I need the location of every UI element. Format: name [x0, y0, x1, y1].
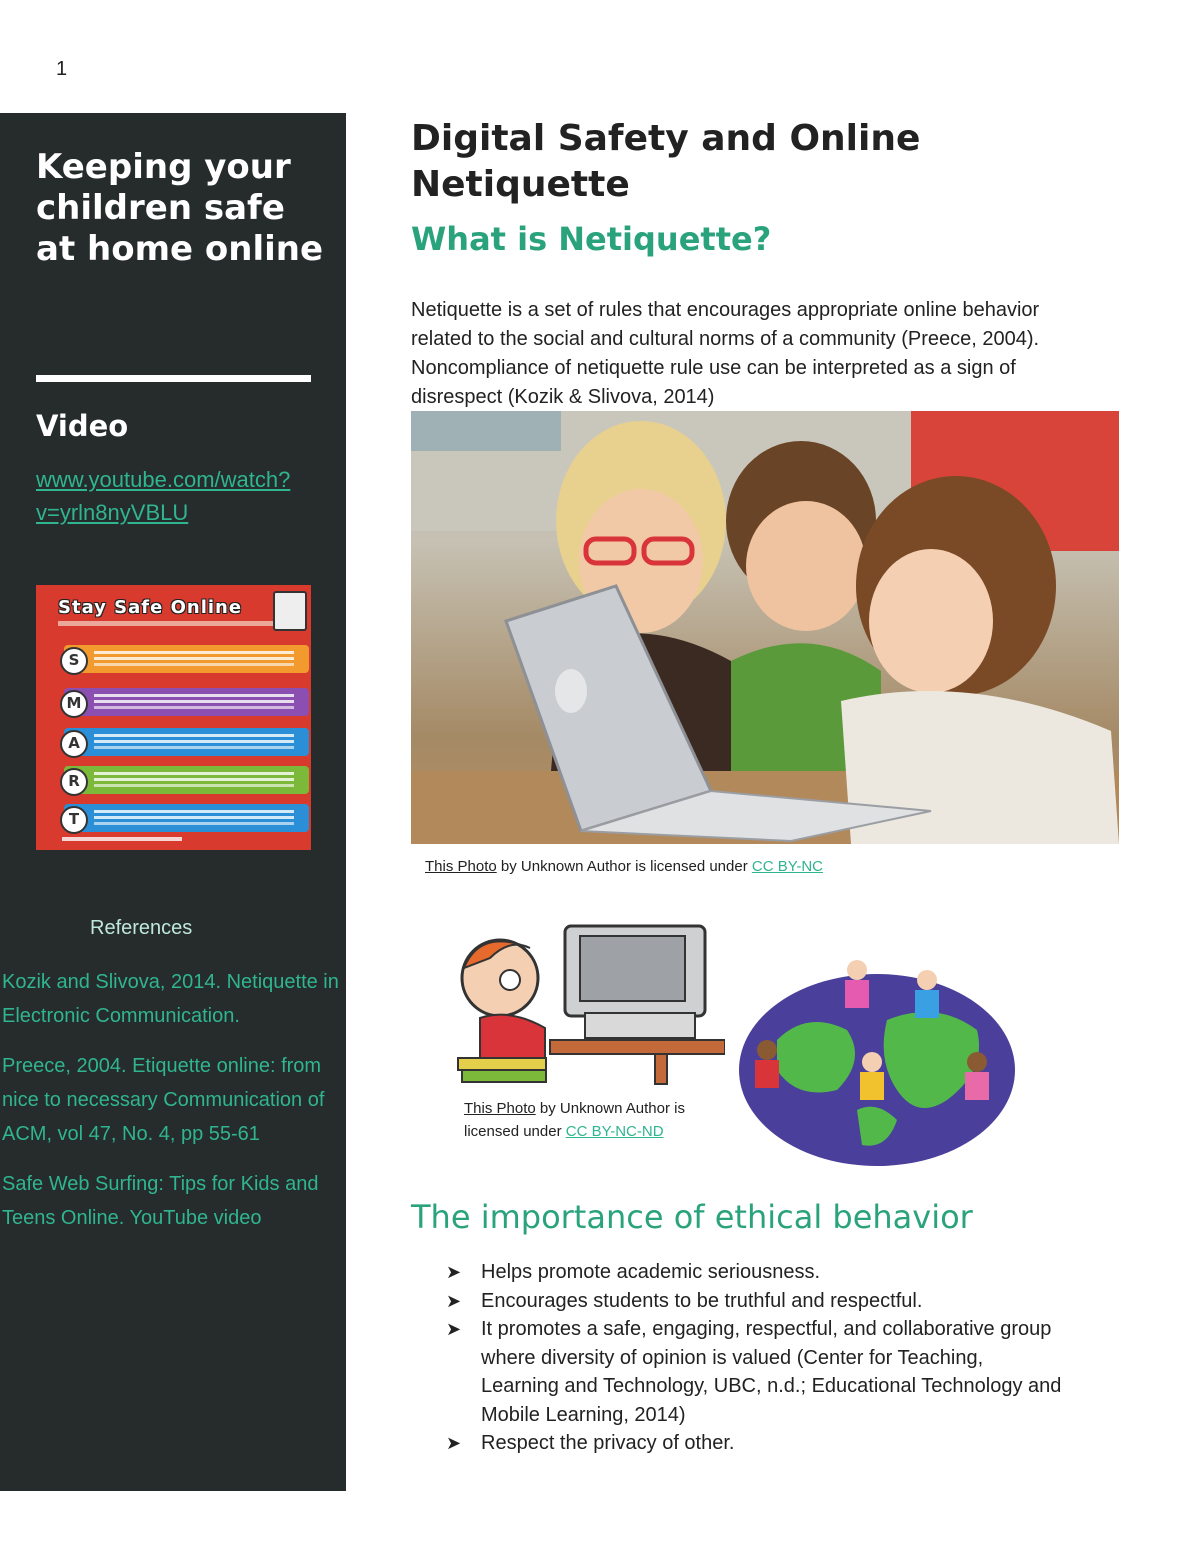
- list-item-text: It promotes a safe, engaging, respectful, and collaborative group where diversity of opinion is valued (Center for Teaching, Learning and Technology, UBC, n.d.; Educational Technology and Mobile Learning, 2014): [481, 1318, 1062, 1426]
- poster-letter: A: [60, 730, 88, 758]
- sidebar: [0, 113, 346, 1491]
- photo1-caption: [425, 858, 823, 875]
- ethics-bullet-list: [446, 1258, 1066, 1458]
- arrow-bullet-icon: ➤: [446, 1319, 462, 1339]
- references-heading: References: [90, 917, 193, 939]
- poster-row: [64, 728, 309, 756]
- list-item: [446, 1258, 1066, 1287]
- arrow-bullet-icon: ➤: [446, 1262, 462, 1282]
- intro-paragraph: Netiquette is a set of rules that encourages appropriate online behavior related to the social and cultural norms of a community (Preece, 2004). Noncompliance of netiquette rule use can be interpreted as a sign of disrespect (Kozik & Slivova, 2014): [411, 299, 1040, 408]
- photo1-license-link[interactable]: CC BY-NC: [751, 858, 824, 875]
- children-laptop-illustration: [411, 411, 1119, 844]
- photo1-caption-text: by Unknown Author is licensed under: [496, 858, 752, 875]
- sidebar-divider: [36, 375, 311, 382]
- video-heading: Video: [36, 409, 129, 443]
- page-title: Digital Safety and Online Netiquette: [411, 118, 921, 205]
- poster-footer-line: [62, 837, 182, 841]
- poster-row: [64, 645, 309, 673]
- subheading: What is Netiquette?: [411, 220, 772, 258]
- arrow-bullet-icon: ➤: [446, 1433, 462, 1453]
- poster-row: [64, 804, 309, 832]
- poster-row: [64, 688, 309, 716]
- list-item-text: Respect the privacy of other.: [481, 1432, 735, 1454]
- poster-letter: T: [60, 806, 88, 834]
- section-heading: The importance of ethical behavior: [411, 1198, 973, 1236]
- photo2-caption: [464, 1097, 724, 1143]
- photo1-source-link[interactable]: This Photo: [425, 858, 497, 875]
- arrow-bullet-icon: ➤: [446, 1290, 462, 1311]
- poster-subtitle-line: [58, 621, 298, 626]
- list-item: [446, 1315, 1066, 1429]
- list-item-text: Helps promote academic seriousness.: [481, 1261, 821, 1283]
- list-item-text: Encourages students to be truthful and respectful.: [481, 1289, 923, 1312]
- laptop-icon: [273, 591, 307, 631]
- list-item: [446, 1287, 1066, 1316]
- poster-title: Stay Safe Online: [58, 597, 243, 618]
- poster-letter: R: [60, 768, 88, 796]
- video-link[interactable]: www.youtube.com/​watch?v=yrln8nyVBLU: [36, 467, 291, 525]
- globe-kids-clipart: [737, 950, 1037, 1168]
- children-laptop-photo: [411, 411, 1119, 844]
- stay-safe-online-poster: [36, 585, 311, 850]
- reference-item: Preece, 2004. Etiquette online: from nice to necessary Communication of ACM, vol 47, No. 4, pp 55-61: [2, 1055, 325, 1145]
- photo2-license-link[interactable]: CC BY-NC-ND: [565, 1123, 664, 1140]
- kid-computer-clipart: [450, 918, 725, 1088]
- reference-item: Safe Web Surfing: Tips for Kids and Teens Online. YouTube video: [2, 1173, 319, 1229]
- photo2-caption-text: by Unknown Author is licensed under: [464, 1100, 685, 1140]
- poster-letter: S: [60, 647, 88, 675]
- photo2-source-link[interactable]: This Photo: [464, 1100, 536, 1117]
- sidebar-title: Keeping your children safe at home online: [36, 147, 324, 269]
- page-number: 1: [56, 58, 68, 80]
- reference-item: Kozik and Slivova, 2014. Netiquette in Electronic Communication.: [2, 971, 339, 1027]
- references-list: [2, 965, 342, 1251]
- poster-row: [64, 766, 309, 794]
- list-item: [446, 1429, 1066, 1458]
- poster-letter: M: [60, 690, 88, 718]
